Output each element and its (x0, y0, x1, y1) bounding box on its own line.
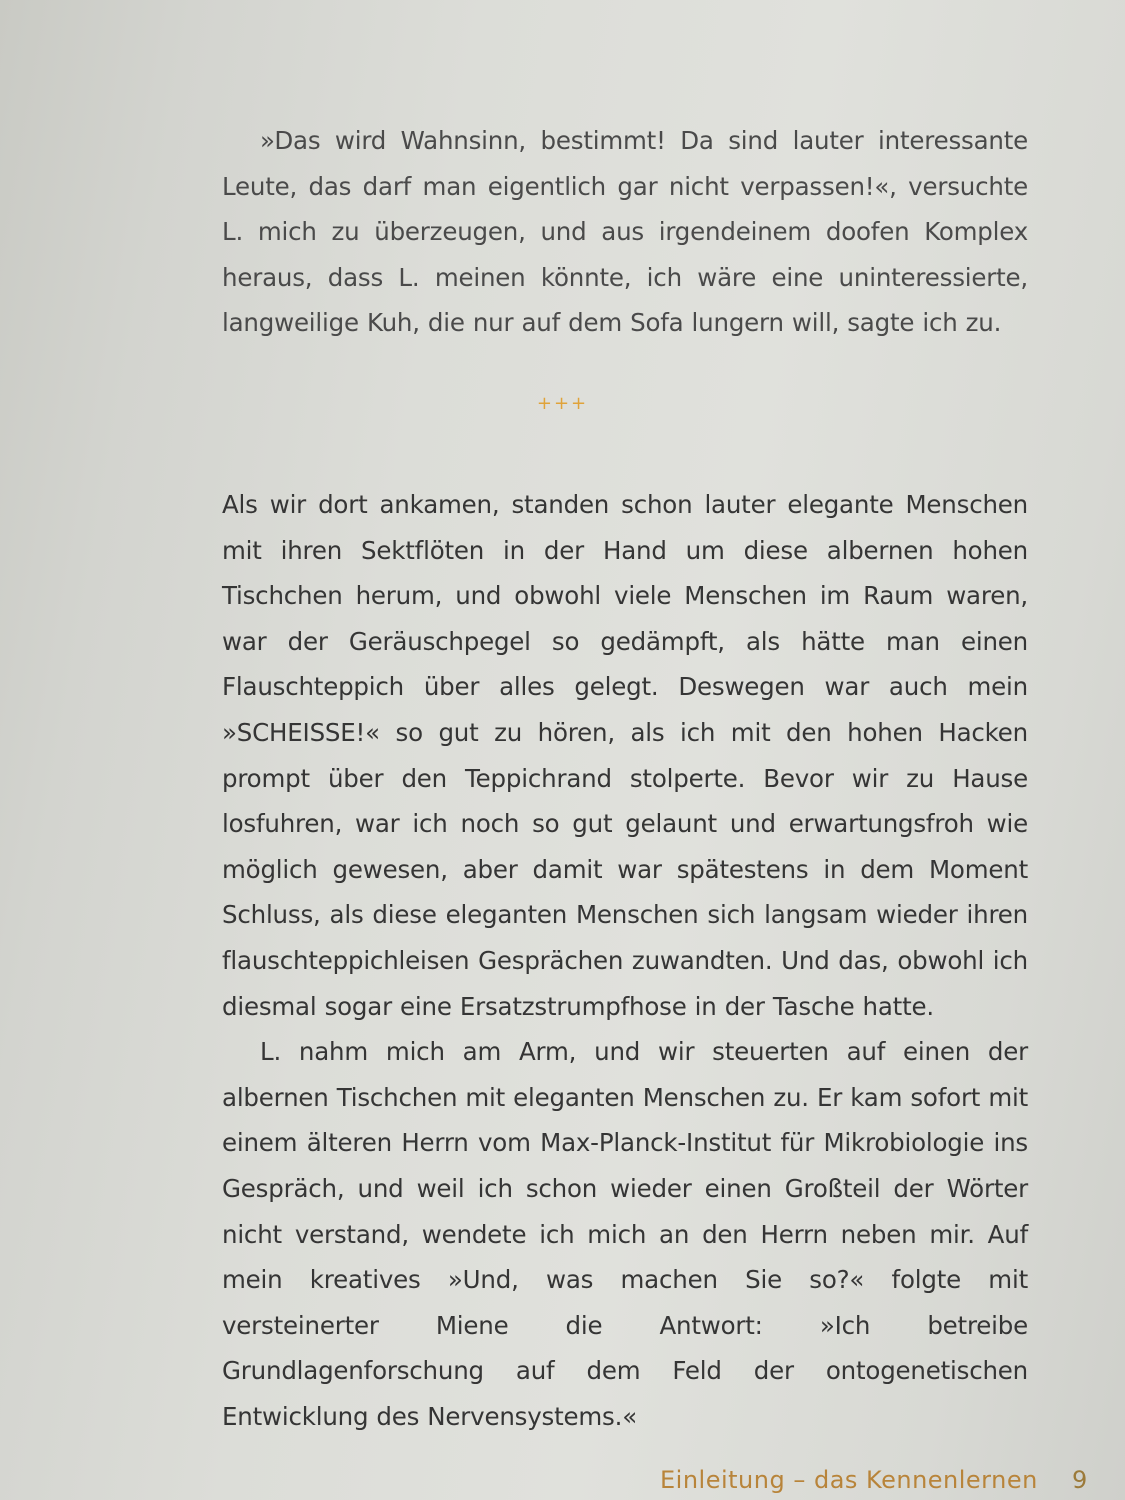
page-footer (660, 1466, 1100, 1494)
section-separator: +++ (536, 393, 589, 414)
paragraph: Als wir dort ankamen, standen schon lauter elegante Menschen mit ihren Sektflöten in der Hand um diese albernen hohen Tischchen herum, und obwohl viele Menschen im Raum waren, war der Geräuschpegel so gedämpft, als hätte man einen Flauschteppich über alles gelegt. Deswegen war auch mein »SCHEISSE!« so gut zu hören, als ich mit den hohen Hacken prompt über den Teppichrand stolperte. Bevor wir zu Hause losfuhren, war ich noch so gut gelaunt und erwartungsfroh wie möglich gewesen, aber damit war spätestens in dem Moment Schluss, als diese eleganten Menschen sich langsam wieder ihren flauschteppichleisen Gesprächen zuwandten. Und das, obwohl ich diesmal sogar eine Ersatzstrumpfhose in der Tasche hatte. (222, 490, 1028, 1021)
paragraph: L. nahm mich am Arm, und wir steuerten auf einen der albernen Tischchen mit eleganten Menschen zu. Er kam sofort mit einem älteren Herrn vom Max-Planck-Institut für Mikrobiologie ins Gespräch, und weil ich schon wieder einen Großteil der Wörter nicht verstand, wendete ich mich an den Herrn neben mir. Auf mein kreatives »Und, was machen Sie so?« folgte mit versteinerter Miene die Antwort: »Ich betreibe Grundlagenforschung auf dem Feld der ontogenetischen Entwicklung des Nervensystems.« (222, 1037, 1028, 1431)
page-number: 9 (1072, 1466, 1088, 1494)
paragraph: »Das wird Wahnsinn, bestimmt! Da sind lauter interessante Leute, das darf man eigentlich gar nicht verpassen!«, versuchte L. mich zu überzeugen, und aus irgendeinem doofen Komplex heraus, dass L. meinen könnte, ich wäre eine uninteressierte, langweilige Kuh, die nur auf dem Sofa lungern will, sagte ich zu. (222, 126, 1028, 338)
running-title: Einleitung – das Kennenlernen (660, 1466, 1038, 1494)
text-block-main (222, 482, 1028, 1439)
text-block-top (222, 118, 1028, 346)
